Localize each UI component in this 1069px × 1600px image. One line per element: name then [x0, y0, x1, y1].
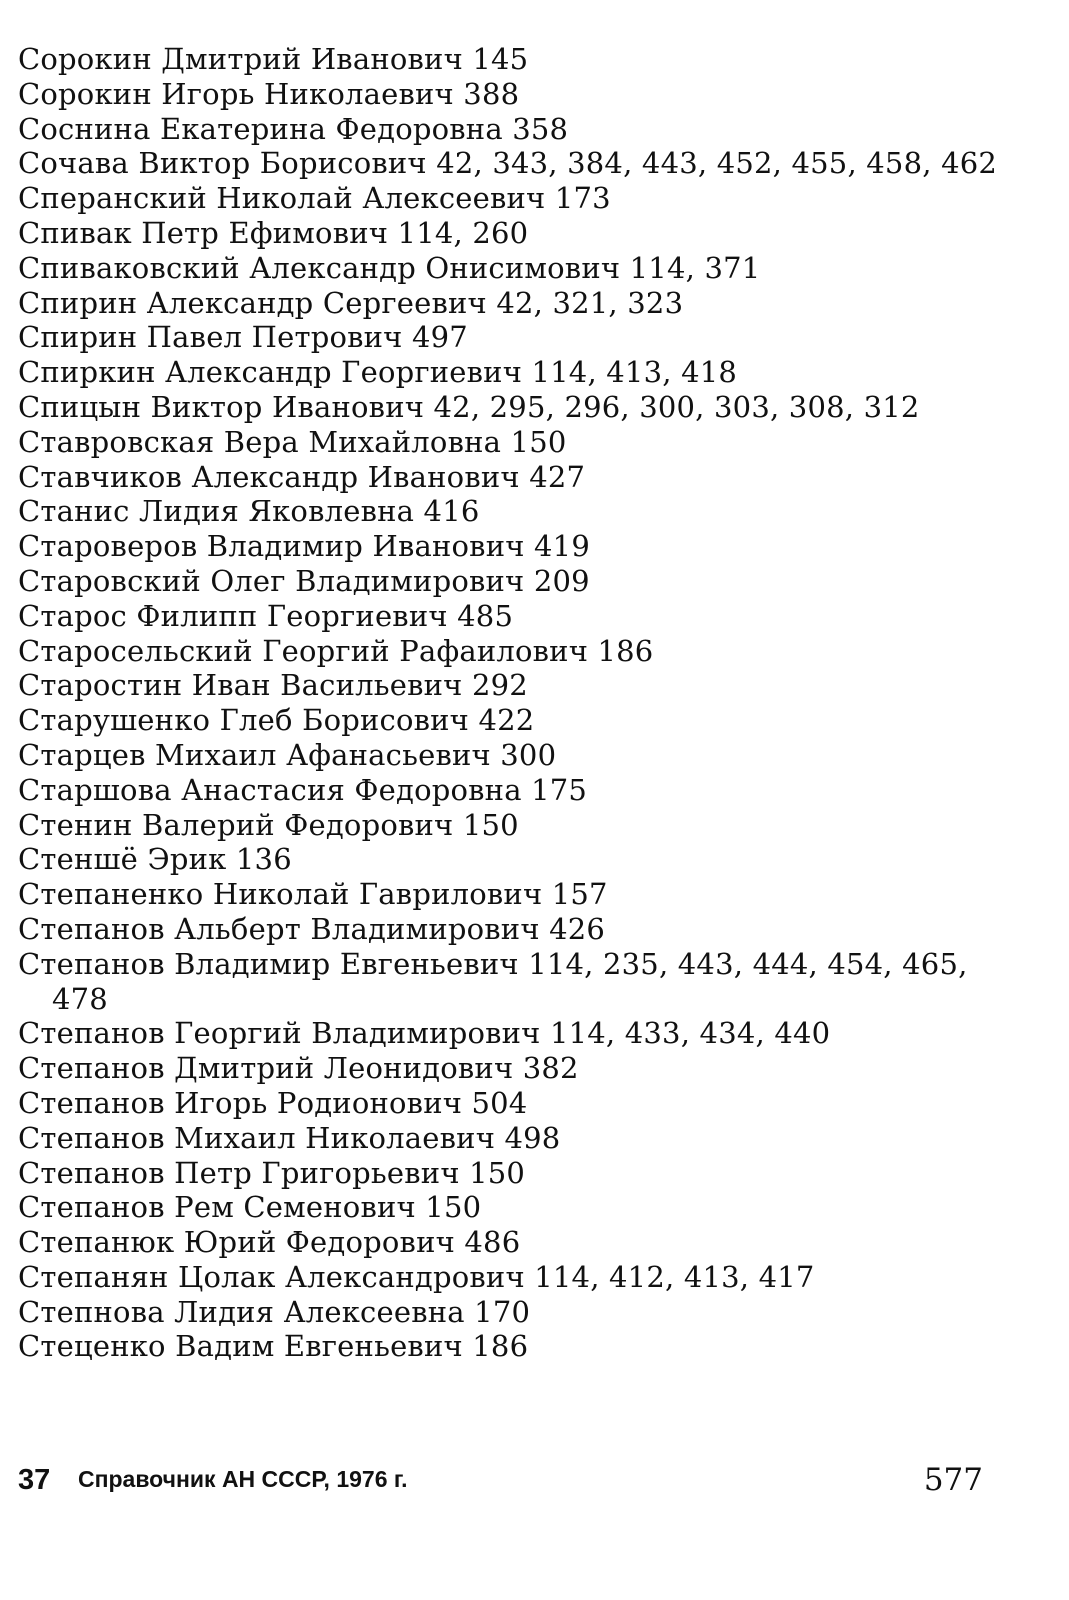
index-entry: Ставчиков Александр Иванович 427	[18, 459, 586, 494]
signature-mark: 37	[18, 1464, 51, 1496]
index-entry: Старшова Анастасия Федоровна 175	[18, 772, 588, 807]
index-entry: Степанюк Юрий Федорович 486	[18, 1225, 521, 1260]
index-page	[18, 42, 998, 1364]
index-entry: Степанян Цолак Александрович 114, 412, 413, 417	[18, 1259, 815, 1294]
index-entry: Спиваковский Александр Онисимович 114, 371	[18, 250, 761, 285]
index-entry: Спицын Виктор Иванович 42, 295, 296, 300, 303, 308, 312	[18, 389, 920, 424]
index-entry: Стеншё Эрик 136	[18, 842, 292, 877]
index-entry: Старушенко Глеб Борисович 422	[18, 703, 535, 738]
index-entry: Спирин Александр Сергеевич 42, 321, 323	[18, 285, 684, 320]
name-index-list	[18, 42, 998, 1364]
publication-title: Справочник АН СССР, 1976 г.	[78, 1466, 408, 1492]
page-number: 577	[923, 1462, 983, 1498]
index-entry: Старосельский Георгий Рафаилович 186	[18, 633, 654, 668]
index-entry: Спирин Павел Петрович 497	[18, 320, 468, 355]
index-entry: Сочава Виктор Борисович 42, 343, 384, 443, 452, 455, 458, 462	[18, 146, 998, 181]
index-entry: Станис Лидия Яковлевна 416	[18, 494, 480, 529]
index-entry: Степанов Дмитрий Леонидович 382	[18, 1051, 579, 1086]
index-entry: Сорокин Дмитрий Иванович 145	[18, 42, 529, 76]
index-entry: Степанов Игорь Родионович 504	[18, 1085, 528, 1120]
index-entry: Старостин Иван Васильевич 292	[18, 668, 528, 703]
index-entry: Старовский Олег Владимирович 209	[18, 563, 590, 598]
index-entry: Степаненко Николай Гаврилович 157	[18, 877, 608, 912]
index-entry: Степанов Рем Семенович 150	[18, 1190, 482, 1225]
index-entry: Сперанский Николай Алексеевич 173	[18, 181, 611, 216]
index-entry: Спиркин Александр Георгиевич 114, 413, 418	[18, 355, 738, 390]
index-entry: Стеценко Вадим Евгеньевич 186	[18, 1329, 529, 1364]
index-entry: Степанов Альберт Владимирович 426	[18, 911, 606, 946]
index-entry: Староверов Владимир Иванович 419	[18, 529, 590, 564]
index-entry: Степнова Лидия Алексеевна 170	[18, 1294, 531, 1329]
index-entry: Степанов Георгий Владимирович 114, 433, 434, 440	[18, 1016, 831, 1051]
page-footer	[18, 1462, 983, 1502]
index-entry: Стенин Валерий Федорович 150	[18, 807, 519, 842]
index-entry: Старос Филипп Георгиевич 485	[18, 598, 514, 633]
index-entry: Старцев Михаил Афанасьевич 300	[18, 737, 557, 772]
index-entry: Степанов Владимир Евгеньевич 114, 235, 443, 444, 454, 465, 478	[18, 946, 968, 1016]
index-entry: Спивак Петр Ефимович 114, 260	[18, 215, 529, 250]
index-entry: Соснина Екатерина Федоровна 358	[18, 111, 569, 146]
index-entry: Степанов Петр Григорьевич 150	[18, 1155, 526, 1190]
index-entry: Степанов Михаил Николаевич 498	[18, 1120, 561, 1155]
index-entry: Сорокин Игорь Николаевич 388	[18, 76, 520, 111]
index-entry: Ставровская Вера Михайловна 150	[18, 424, 567, 459]
